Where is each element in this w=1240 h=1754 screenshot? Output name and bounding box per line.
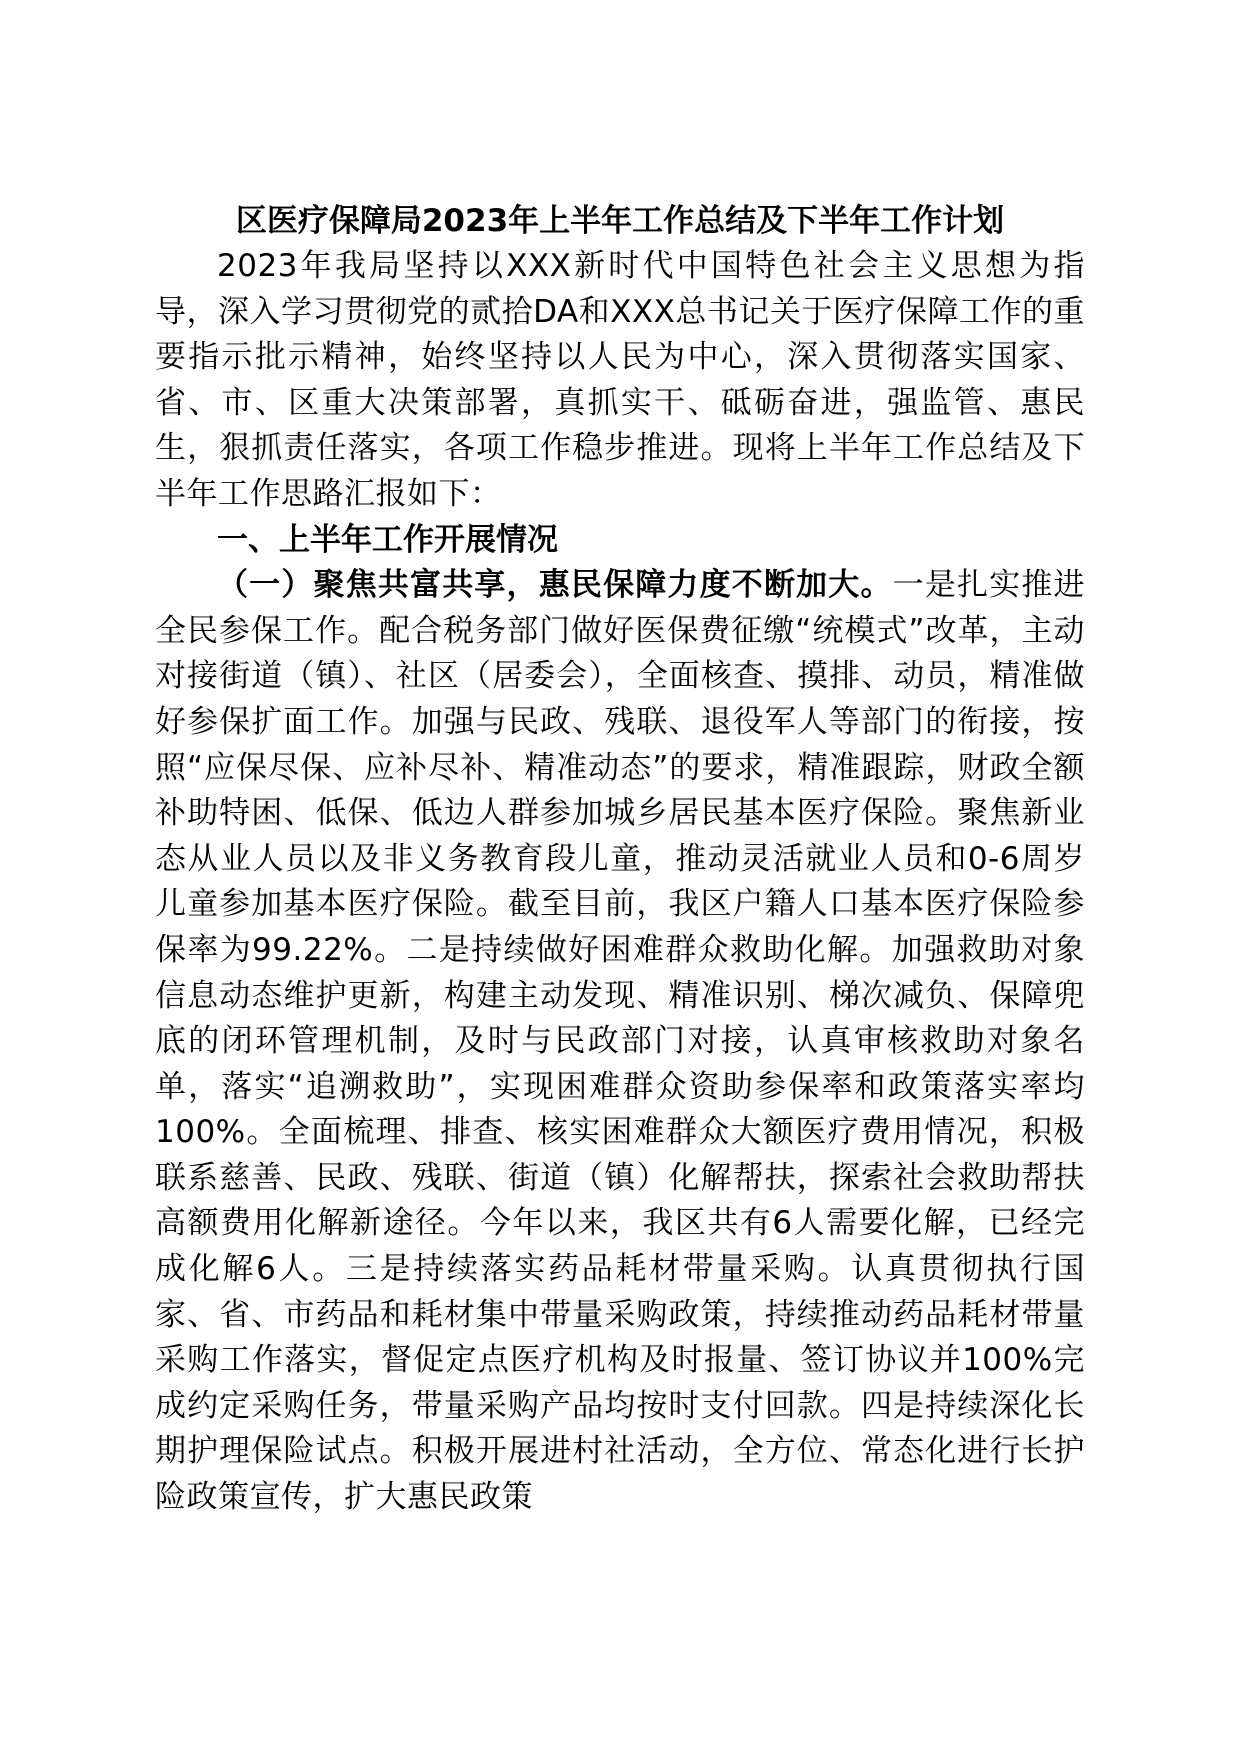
intro-paragraph: 2023年我局坚持以XXX新时代中国特色社会主义思想为指导，深入学习贯彻党的贰拾DA和XXX总书记关于医疗保障工作的重要指示批示精神，始终坚持以人民为中心，深入贯彻落实国家、省、市、区重大决策部署，真抓实干、砥砺奋进，强监管、惠民生，狠抓责任落实，各项工作稳步推进。现将上半年工作总结及下半年工作思路汇报如下： — [155, 248, 1085, 512]
document-title: 区医疗保障局2023年上半年工作总结及下半年工作计划 — [235, 203, 1005, 239]
subsection-heading: （一）聚焦共富共享，惠民保障力度不断加大。 — [217, 567, 893, 604]
subsection-body: 一是扎实推进全民参保工作。配合税务部门做好医保费征缴“统模式”改革，主动对接街道（镇）、社区（居委会），全面核查、摸排、动员，精准做好参保扩面工作。加强与民政、残联、退役军人等部门的衔接，按照“应保尽保、应补尽补、精准动态”的要求，精准跟踪，财政全额补助特困、低保、低边人群参加城乡居民基本医疗保险。聚焦新业态从业人员以及非义务教育段儿童，推动灵活就业人员和0-6周岁儿童参加基本医疗保险。截至目前，我区户籍人口基本医疗保险参保率为99.22%。二是持续做好困难群众救助化解。加强救助对象信息动态维护更新，构建主动发现、精准识别、梯次减负、保障兜底的闭环管理机制，及时与民政部门对接，认真审核救助对象名单，落实“追溯救助”，实现困难群众资助参保率和政策落实率均100%。全面梳理、排查、核实困难群众大额医疗费用情况，积极联系慈善、民政、残联、街道（镇）化解帮扶，探索社会救助帮扶高额费用化解新途径。今年以来，我区共有6人需要化解，已经完成化解6人。三是持续落实药品耗材带量采购。认真贯彻执行国家、省、市药品和耗材集中带量采购政策，持续推动药品耗材带量采购工作落实，督促定点医疗机构及时报量、签订协议并100%完成约定采购任务，带量采购产品均按时支付回款。四是持续深化长期护理保险试点。积极开展进村社活动，全方位、常态化进行长护险政策宣传，扩大惠民政策 — [155, 567, 1086, 1516]
subsection-paragraph — [155, 563, 1085, 1520]
section-heading: 一、上半年工作开展情况 — [217, 521, 558, 558]
document-body — [155, 198, 1085, 1521]
